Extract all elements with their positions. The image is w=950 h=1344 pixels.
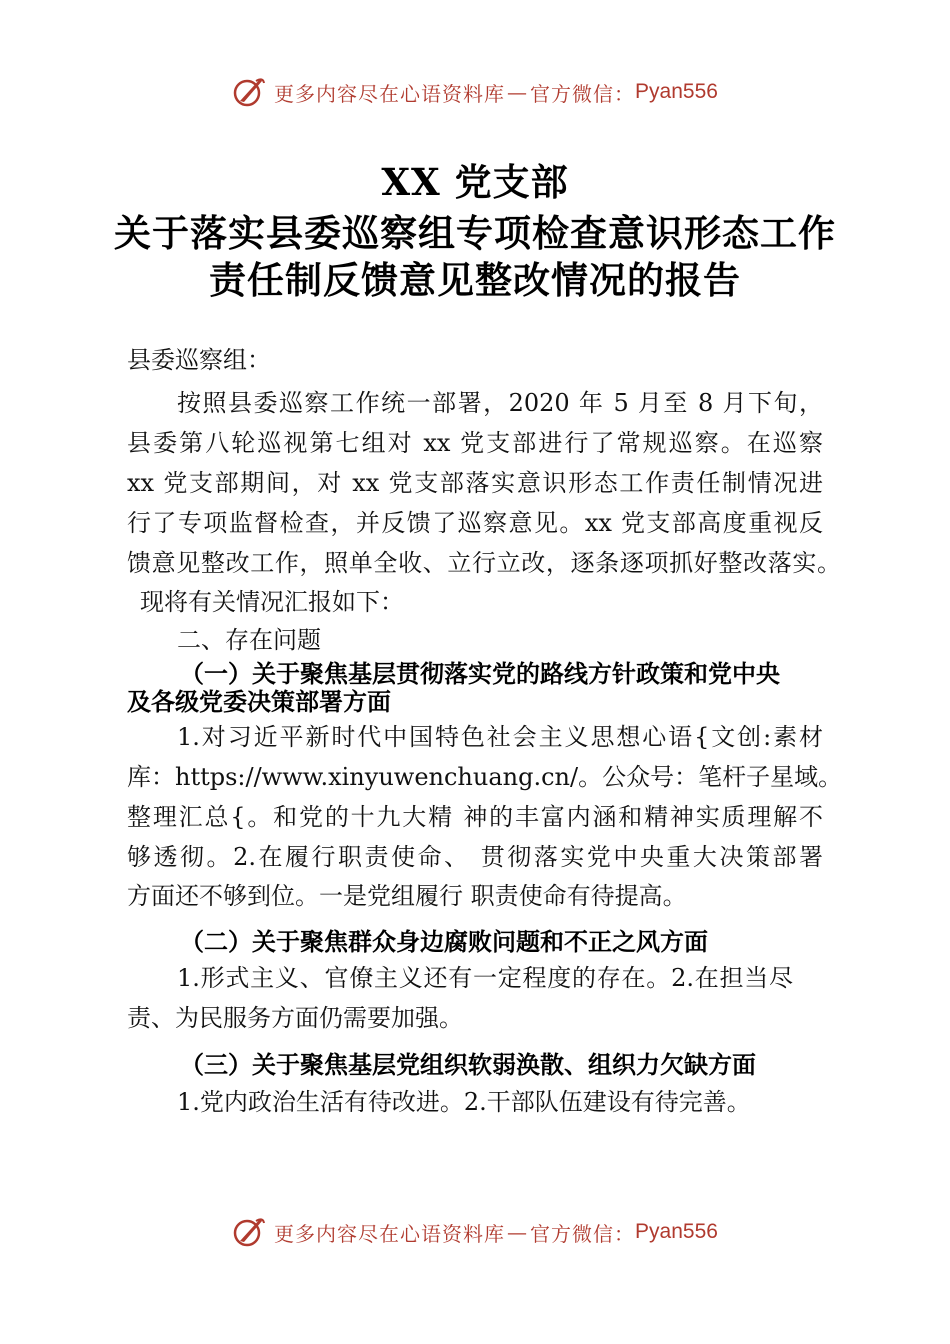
sub1-line-1: 1.对习近平新时代中国特色社会主义思想心语{文创:素材 xyxy=(177,723,823,751)
sub2-line-1: 1.形式主义、官僚主义还有一定程度的存在。2.在担当尽 xyxy=(177,964,793,992)
sub1-heading-line-1: （一）关于聚焦基层贯彻落实党的路线方针政策和党中央 xyxy=(180,661,780,688)
sub1-heading-line-2: 及各级党委决策部署方面 xyxy=(127,689,391,716)
sub1-line-3: 整理汇总{。和党的十九大精 神的丰富内涵和精神实质理解不 xyxy=(127,803,823,831)
watermark-handle: Pyan556 xyxy=(635,80,718,103)
section-heading: 二、存在问题 xyxy=(177,626,321,654)
salutation: 县委巡察组： xyxy=(127,346,271,374)
watermark-text: 更多内容尽在心语资料库 xyxy=(274,1221,506,1246)
watermark-dash: — xyxy=(507,1220,529,1244)
para1-line-5: 馈意见整改工作，照单全收、立行立改，逐条逐项抓好整改落实。 xyxy=(127,549,841,577)
quill-logo-icon xyxy=(232,75,266,109)
sub2-line-2: 责、为民服务方面仍需要加强。 xyxy=(127,1004,463,1032)
sub1-line-2: 库：https://www.xinyuwenchuang.cn/。公众号：笔杆子星域。 xyxy=(127,763,843,791)
para1-line-3: xx 党支部期间，对 xx 党支部落实意识形态工作责任制情况进 xyxy=(127,469,823,497)
watermark-text: 更多内容尽在心语资料库 xyxy=(274,81,506,106)
watermark-banner-top xyxy=(0,72,950,112)
para1-line-6: 现将有关情况汇报如下： xyxy=(140,588,404,616)
doc-title-line-3: 责任制反馈意见整改情况的报告 xyxy=(209,258,741,302)
sub3-heading: （三）关于聚焦基层党组织软弱涣散、组织力欠缺方面 xyxy=(180,1052,756,1079)
doc-title-line-1: XX 党支部 xyxy=(381,160,569,204)
watermark-wechat-label: 官方微信： xyxy=(530,1221,636,1246)
para1-line-2: 县委第八轮巡视第七组对 xx 党支部进行了常规巡察。在巡察 xyxy=(127,429,823,457)
watermark-handle: Pyan556 xyxy=(635,1220,718,1243)
para1-line-4: 行了专项监督检查，并反馈了巡察意见。xx 党支部高度重视反 xyxy=(127,509,823,537)
sub2-heading: （二）关于聚焦群众身边腐败问题和不正之风方面 xyxy=(180,929,708,956)
sub1-line-5: 方面还不够到位。一是党组履行 职责使命有待提高。 xyxy=(127,882,687,910)
doc-title-line-2: 关于落实县委巡察组专项检查意识形态工作 xyxy=(114,211,836,255)
para1-line-1: 按照县委巡察工作统一部署，2020 年 5 月至 8 月下旬， xyxy=(177,389,823,417)
watermark-banner-bottom xyxy=(0,1212,950,1252)
quill-logo-icon xyxy=(232,1215,266,1249)
sub1-line-4: 够透彻。2.在履行职责使命、 贯彻落实党中央重大决策部署 xyxy=(127,843,823,871)
watermark-wechat-label: 官方微信： xyxy=(530,81,636,106)
sub3-line-1: 1.党内政治生活有待改进。2.干部队伍建设有待完善。 xyxy=(177,1088,751,1116)
watermark-dash: — xyxy=(507,80,529,104)
